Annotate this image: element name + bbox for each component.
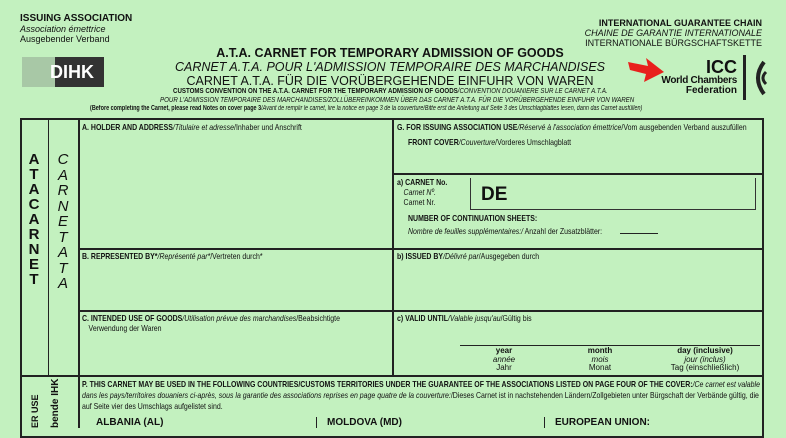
valid-day-label: day (inclusive) jour (inclus) Tag (einschließlich) bbox=[670, 346, 740, 372]
convention-line1: CUSTOMS CONVENTION ON THE A.T.A. CARNET FOR THE TEMPORARY ADMISSION OF GOODS/CONVENTION DOUANIERE SUR LE CARNET A.T.A. bbox=[173, 86, 608, 95]
valid-until-label: c) VALID UNTIL/Valable jusqu'au/Gültig bis bbox=[397, 313, 532, 323]
issuing-association bbox=[20, 14, 132, 44]
valid-year-label: year année Jahr bbox=[492, 346, 516, 372]
side-ata-carnet: A T A C A R N E T bbox=[28, 151, 40, 288]
icc-waves-icon bbox=[748, 60, 768, 96]
completion-notice: (Before completing the Carnet, please read Notes on cover page 3/Avant de remplir le carnet, lire la notice en page 3 de la couverture/Bitte erst die Anleitung auf Seite 3 des Umschlagblattes lesen, dann das Carnet ausfüllen) bbox=[90, 105, 643, 112]
field-c-intended-use-label: C. INTENDED USE OF GOODS/Utilisation prévue des marchandises/Beabsichtigte Verwendung der Waren bbox=[82, 313, 341, 333]
side-bottom-2: bende IHK bbox=[50, 378, 61, 428]
front-cover-label: FRONT COVER/Couverture/Vorderes Umschlagblatt bbox=[408, 137, 572, 147]
country-albania: ALBANIA (AL) bbox=[96, 417, 164, 428]
icc-bar bbox=[743, 55, 746, 100]
icc-logo: ICC World Chambers Federation bbox=[661, 57, 737, 96]
carnet-number-field[interactable]: DE bbox=[470, 178, 756, 210]
side-bottom-1: ER USE bbox=[30, 394, 40, 428]
continuation-sheets-label: NUMBER OF CONTINUATION SHEETS: bbox=[408, 213, 538, 223]
intended-use-field[interactable] bbox=[80, 336, 390, 374]
holder-address-field[interactable] bbox=[80, 134, 390, 246]
field-g-label: G. FOR ISSUING ASSOCIATION USE/Réservé à l'association émettrice/Vom ausgebenden Verband auszufüllen bbox=[397, 122, 747, 132]
dihk-logo: DIHK bbox=[22, 57, 104, 87]
represented-by-field[interactable] bbox=[80, 262, 390, 308]
continuation-sheets-field[interactable] bbox=[620, 233, 658, 234]
field-a-holder-label: A. HOLDER AND ADDRESS/Titulaire et adresse/Inhaber und Anschrift bbox=[82, 122, 302, 132]
country-moldova: MOLDOVA (MD) bbox=[316, 417, 402, 428]
issued-by-label: b) ISSUED BY/Délivré par/Ausgegeben durch bbox=[397, 251, 540, 261]
issuer-de: Ausgebender Verband bbox=[20, 34, 110, 44]
side-carnet-ata: C A R N E T A T A bbox=[57, 151, 69, 292]
document-title: A.T.A. CARNET FOR TEMPORARY ADMISSION OF GOODS CARNET A.T.A. POUR L'ADMISSION TEMPORAIRE DES MARCHANDISES CARNET A.T.A. FÜR DIE VORÜBERGEHENDE EINFUHR VON WAREN bbox=[174, 46, 605, 88]
issuer-fr: Association émettrice bbox=[20, 24, 106, 34]
field-p-countries-text: P. THIS CARNET MAY BE USED IN THE FOLLOWING COUNTRIES/CUSTOMS TERRITORIES UNDER THE GUARANTEE OF THE ASSOCIATIONS LISTED ON PAGE FOUR OF THE COVER:/Ce carnet est valable dans les pays/territoires douaniers ci-après, sous la garantie des associations reprises en page quatre de la couverture:/Dieses Carnet ist in nachstehenden Ländern/Zollgebieten unter Bürgschaft der Verbände gültig, die auf Seite vier des Umschlags aufgelistet sind. bbox=[82, 379, 760, 411]
carnet-no-label: a) CARNET No. Carnet Nº. Carnet Nr. bbox=[397, 177, 448, 207]
country-european-union: EUROPEAN UNION: bbox=[544, 417, 650, 428]
guarantee-chain: INTERNATIONAL GUARANTEE CHAIN CHAINE DE GARANTIE INTERNATIONALE INTERNATIONALE BÜRGSCHAFTSKETTE bbox=[584, 18, 762, 48]
valid-month-label: month mois Monat bbox=[587, 346, 613, 372]
convention-line2: POUR L'ADMISSION TEMPORAIRE DES MARCHANDISES/ZOLLÜBEREINKOMMEN ÜBER DAS CARNET A.T.A. FÜR DIE VORÜBERGEHENDE EINFUHR VON WAREN bbox=[160, 95, 635, 104]
field-b-represented-label: B. REPRESENTED BY*/Représenté par*/Vertreten durch* bbox=[82, 251, 263, 261]
issuer-en: ISSUING ASSOCIATION bbox=[20, 13, 133, 24]
continuation-sheets-sublabel: Nombre de feuilles supplémentaires:/ Anzahl der Zusatzblätter: bbox=[408, 226, 603, 236]
